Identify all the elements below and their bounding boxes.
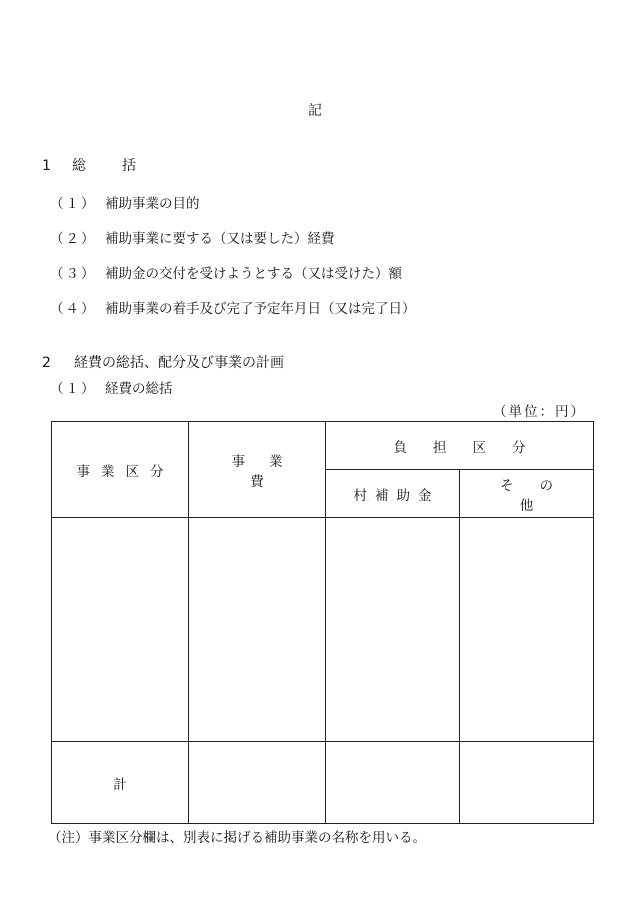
item-text: 補助事業の着手及び完了予定年月日（又は完了日） <box>105 301 416 317</box>
header-other: その他 <box>460 470 594 518</box>
cell-other[interactable] <box>460 518 594 742</box>
item-number: （３） <box>50 266 97 282</box>
item-number: （１） <box>50 196 97 212</box>
cell-business-category[interactable] <box>52 518 189 742</box>
cost-summary-table <box>51 421 594 824</box>
item-text: 補助事業に要する（又は要した）経費 <box>105 231 335 247</box>
cell-business-cost[interactable] <box>189 518 326 742</box>
header-business-cost: 事業費 <box>189 422 326 518</box>
section-1-title-part1: 総 <box>72 158 86 174</box>
section-1-title <box>42 155 136 175</box>
record-heading: 記 <box>308 103 322 119</box>
item-text: 補助事業の目的 <box>105 196 200 212</box>
header-business-category: 事業区分 <box>52 422 189 518</box>
section-2-sub-1 <box>50 377 173 397</box>
item-number: （１） <box>50 381 97 397</box>
section-1-item-1 <box>50 192 200 212</box>
cell-total-village-subsidy[interactable] <box>326 742 460 824</box>
section-1-item-3 <box>50 262 402 282</box>
section-1-number: 1 <box>42 158 51 174</box>
cell-village-subsidy[interactable] <box>326 518 460 742</box>
table-row <box>52 518 594 742</box>
header-burden-category: 負担区分 <box>326 422 594 470</box>
unit-label: （単位：円） <box>493 404 586 420</box>
cell-total-business-cost[interactable] <box>189 742 326 824</box>
section-1-title-part2: 括 <box>122 158 136 174</box>
section-1-item-4 <box>50 297 416 317</box>
header-village-subsidy: 村補助金 <box>326 470 460 518</box>
item-number: （４） <box>50 301 97 317</box>
section-2-title-text: 経費の総括、配分及び事業の計画 <box>74 355 284 371</box>
section-2-title <box>42 352 284 372</box>
item-number: （２） <box>50 231 97 247</box>
table-note: （注）事業区分欄は、別表に掲げる補助事業の名称を用いる。 <box>48 830 426 846</box>
item-text: 経費の総括 <box>105 381 173 397</box>
table-total-row <box>52 742 594 824</box>
item-text: 補助金の交付を受けようとする（又は受けた）額 <box>105 266 402 282</box>
cell-total-other[interactable] <box>460 742 594 824</box>
section-1-item-2 <box>50 227 335 247</box>
total-label: 計 <box>52 742 189 824</box>
section-2-number: 2 <box>42 355 51 371</box>
table-header-row <box>52 422 594 470</box>
